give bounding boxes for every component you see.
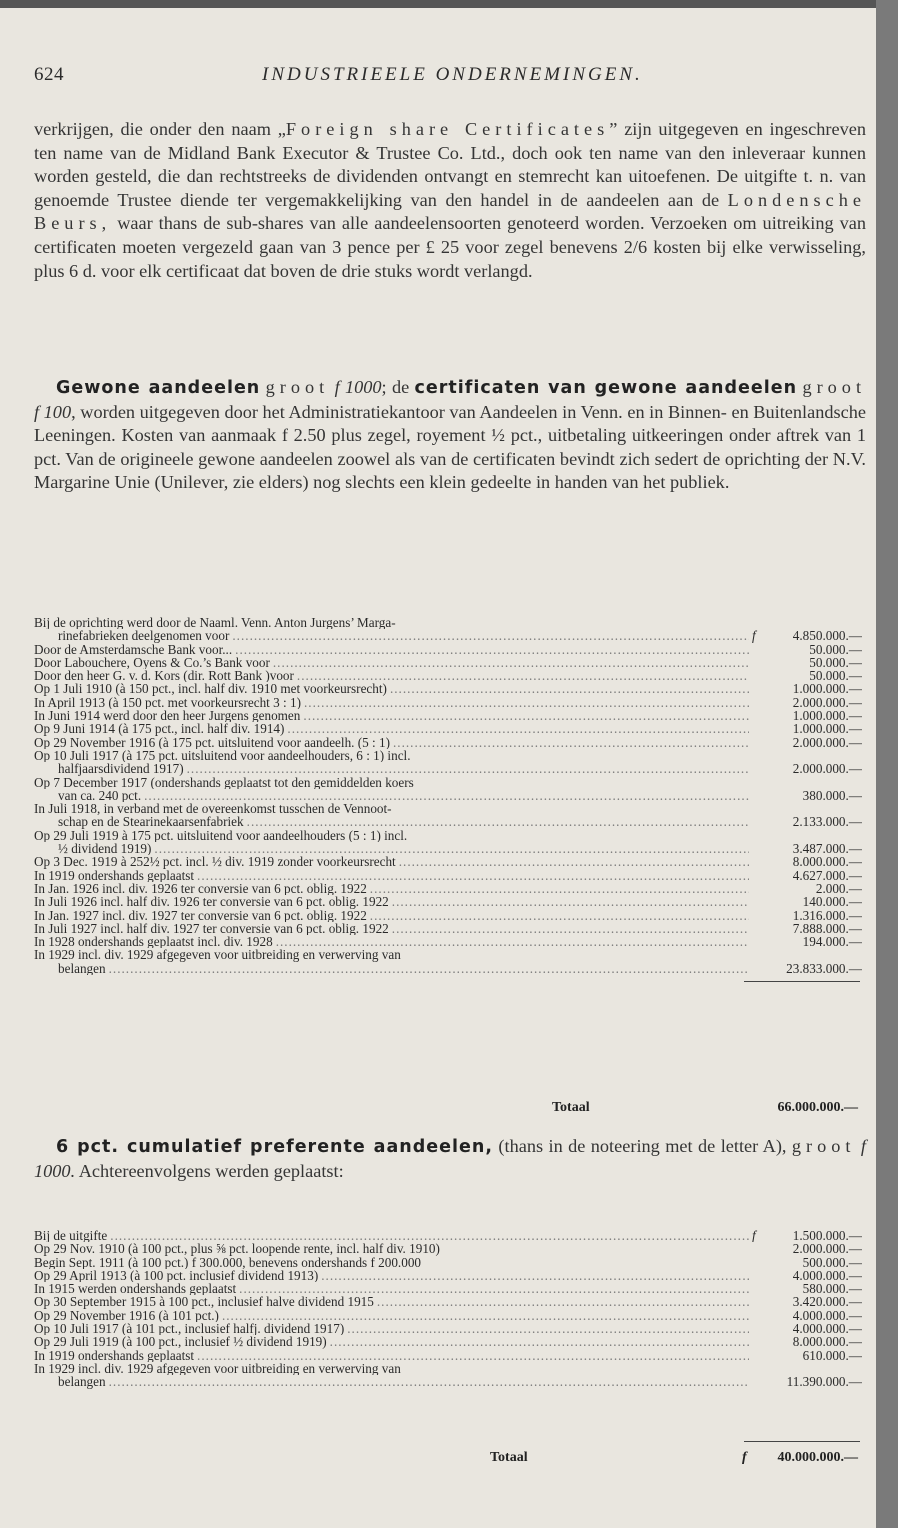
intro-text-3: waar thans de sub-shares van alle aandeelensoorten genoteerd worden. Verzoeken om uitreiking van certificaten moeten vergezeld gaan van 3 pence per £ 25 voor zegel benevens 2/6 kosten bij elke verwisseling, plus 6 d. voor elk certificaat dat boven de drie stuks wordt verlangd.: [34, 213, 866, 281]
gewone-mid: ; de: [381, 377, 415, 397]
list-item-label: Op 29 Juli 1919 à 175 pct. uitsluitend voor aandeelhouders (5 : 1) incl.: [34, 828, 408, 843]
leader-dots: [110, 1229, 749, 1242]
list-item-amount: 1.000.000.—: [792, 709, 862, 723]
list-item-amount: 3.487.000.—: [792, 842, 862, 856]
list-item-amount: 11.390.000.—: [786, 1375, 862, 1389]
list-item-label: In Juli 1918, in verband met de overeenkomst tusschen de Vennoot-: [34, 802, 392, 816]
leader-dots: [109, 1375, 749, 1388]
leader-dots: [377, 1295, 749, 1308]
list-item-amount: 4.000.000.—: [792, 1322, 862, 1336]
list-item-label: Bij de uitgifte: [34, 1229, 108, 1243]
leader-dots: [393, 736, 749, 749]
list-item-amount: 50.000.—: [809, 642, 862, 656]
list-item: [34, 842, 862, 855]
leader-dots: [239, 1282, 749, 1295]
page-header: [34, 64, 864, 88]
list-item-amount: 7.888.000.—: [792, 921, 862, 936]
pref-groot-label: groot: [791, 1136, 856, 1156]
list-item: [34, 722, 862, 735]
list-item-amount: 50.000.—: [809, 669, 862, 683]
list-item-amount: 8.000.000.—: [792, 855, 862, 869]
leader-dots: [287, 722, 749, 735]
list-item-label: van ca. 240 pct.: [58, 788, 142, 803]
list-item: [34, 869, 862, 882]
list-item-amount: 2.000.000.—: [792, 1242, 862, 1256]
gewone-heading: Gewone aandeelen: [56, 378, 261, 398]
leader-dots: [370, 882, 749, 895]
leader-dots: [399, 855, 749, 868]
list-item-label: ½ dividend 1919): [58, 842, 152, 856]
list-item-label: In 1919 ondershands geplaatst: [34, 1348, 195, 1362]
list-item: [34, 922, 862, 935]
leader-dots: [303, 709, 749, 722]
list-item: [34, 1375, 862, 1388]
list-item: [34, 776, 862, 789]
leader-dots: [197, 1349, 749, 1362]
list-item-amount: 2.133.000.—: [792, 815, 862, 829]
list-item-amount: 2.000.000.—: [792, 735, 862, 749]
list-item-amount: 1.000.000.—: [792, 682, 862, 696]
list-item-label: Op 29 November 1916 (à 175 pct. uitsluitend voor aandeelh. (5 : 1): [34, 735, 390, 749]
list-item: [34, 1349, 862, 1362]
list-item-amount: 1.000.000.—: [792, 722, 862, 736]
list-item-label: In 1928 ondershands geplaatst incl. div. 1928: [34, 935, 273, 949]
intro-text-1: verkrijgen, die onder den naam „: [34, 119, 286, 139]
foreign-share-term: Foreign share Certificates: [285, 119, 610, 139]
currency-symbol: f: [752, 1229, 756, 1243]
list-item: [34, 935, 862, 948]
list-item-amount: 194.000.—: [802, 935, 862, 949]
list-item-label: rinefabrieken deelgenomen voor: [58, 629, 230, 643]
list-item: [34, 616, 862, 629]
leader-dots: [247, 815, 749, 828]
leader-dots: [347, 1322, 749, 1335]
pref-paragraph: [34, 1135, 866, 1183]
leader-dots: [154, 842, 749, 855]
leader-dots: [144, 789, 749, 802]
list-item-amount: 4.000.000.—: [792, 1308, 862, 1323]
list-item-label: In Juli 1926 incl. half div. 1926 ter conversie van 6 pct. oblig. 1922: [34, 895, 389, 909]
currency-symbol: f: [752, 629, 756, 643]
list-item-label: In 1929 incl. div. 1929 afgegeven voor uitbreiding en verwerving van: [34, 948, 401, 962]
list-item: [34, 882, 862, 895]
leader-dots: [297, 669, 749, 682]
nominal-value-1: f 1000: [334, 377, 382, 397]
list-item-amount: 380.000.—: [802, 788, 862, 803]
leader-dots: [187, 762, 749, 775]
list-item-label: Op 10 Juli 1917 (à 175 pct. uitsluitend voor aandeelhouders, 6 : 1) incl.: [34, 748, 411, 763]
leader-dots: [222, 1309, 749, 1322]
leader-dots: [304, 696, 749, 709]
list-item-label: Op 10 Juli 1917 (à 101 pct., inclusief halfj. dividend 1917): [34, 1322, 345, 1336]
total2-label: Totaal: [490, 1450, 528, 1465]
groot-label-1: groot: [265, 377, 330, 397]
list-item-amount: 50.000.—: [809, 655, 862, 670]
list-item: [34, 909, 862, 922]
list-item: [34, 762, 862, 775]
list-item: [34, 895, 862, 908]
leader-dots: [392, 895, 749, 908]
list-item: [34, 696, 862, 709]
list-item-label: halfjaarsdividend 1917): [58, 762, 184, 776]
list-item-label: Door Labouchere, Oyens & Co.’s Bank voor: [34, 655, 270, 670]
list-item: [34, 1282, 862, 1295]
list-item-label: Op 1 Juli 1910 (à 150 pct., incl. half div. 1910 met voorkeursrecht): [34, 682, 387, 696]
leader-dots: [276, 935, 749, 948]
list-item-label: Op 9 Juni 1914 (à 175 pct., incl. half div. 1914): [34, 722, 285, 736]
list-item: [34, 629, 862, 642]
list-item-label: Door den heer G. v. d. Kors (dir. Rott Bank )voor: [34, 669, 294, 683]
certificaten-heading: certificaten van gewone aandeelen: [414, 378, 798, 398]
pref-issue-list: [34, 1229, 862, 1389]
list-item-amount: 1.500.000.—: [792, 1229, 862, 1243]
list-item-amount: 4.850.000.—: [792, 629, 862, 643]
list-item-amount: 8.000.000.—: [792, 1335, 862, 1349]
list-item-label: Op 29 November 1916 (à 101 pct.): [34, 1308, 219, 1323]
list-item: [34, 1269, 862, 1282]
leader-dots: [232, 629, 749, 642]
nominal-value-2: f 100: [34, 401, 72, 422]
list-item: [34, 1309, 862, 1322]
total1-rule: [744, 981, 860, 982]
list-item: [34, 749, 862, 762]
list-item-amount: 2.000.000.—: [792, 695, 862, 710]
groot-label-2: groot: [802, 377, 867, 397]
list-item-amount: 140.000.—: [802, 895, 862, 909]
pref-text-2: Achtereenvolgens werden geplaatst:: [75, 1160, 344, 1181]
scan-right-edge: [876, 0, 898, 1528]
list-item: [34, 1229, 862, 1242]
intro-text-2: ” zijn uitgegeven en ingeschreven ten name van de Midland Bank Executor & Trustee Co. Ltd., doch ook ten name van den inleveraar kunnen worden gesteld, die dan rechtstreeks de dividenden ontvangt en stemrecht kan uitoefenen. De uitgifte t. n. van genoemde Trustee diende ter vergemakkelijking van den handel in de aandeelen aan de: [34, 119, 866, 210]
leader-dots: [370, 909, 749, 922]
list-item-label: Bij de oprichting werd door de Naaml. Venn. Anton Jurgens’ Marga-: [34, 616, 396, 630]
list-item: [34, 1242, 862, 1255]
list-item: [34, 855, 862, 868]
list-item-label: schap en de Stearinekaarsenfabriek: [58, 815, 244, 829]
list-item-amount: 2.000.000.—: [792, 762, 862, 776]
list-item-amount: 1.316.000.—: [792, 908, 862, 922]
list-item-amount: 4.627.000.—: [792, 868, 862, 882]
list-item-label: In Juni 1914 werd door den heer Jurgens genomen: [34, 709, 301, 723]
list-item: [34, 1256, 862, 1269]
list-item-amount: 610.000.—: [802, 1348, 862, 1362]
list-item: [34, 643, 862, 656]
leader-dots: [273, 656, 749, 669]
list-item-label: In Jan. 1927 incl. div. 1927 ter conversie van 6 pct. oblig. 1922: [34, 908, 367, 922]
list-item-label: In Jan. 1926 incl. div. 1926 ter conversie van 6 pct. oblig. 1922: [34, 881, 367, 896]
leader-dots: [197, 869, 749, 882]
londensche-beurs-term: Londensche Beurs,: [34, 189, 866, 234]
page-number: 624: [34, 64, 64, 85]
list-item-label: Op 7 December 1917 (ondershands geplaatst tot den gemiddelden koers: [34, 775, 414, 789]
leader-dots: [321, 1269, 749, 1282]
list-item-label: Op 29 Nov. 1910 (à 100 pct., plus ⅝ pct. loopende rente, incl. half div. 1910): [34, 1242, 440, 1256]
list-item-label: In Juli 1927 incl. half div. 1927 ter conversie van 6 pct. oblig. 1922: [34, 921, 389, 936]
leader-dots: [109, 962, 749, 975]
pref-nominal-value: f 1000.: [34, 1136, 866, 1181]
list-item: [34, 802, 862, 815]
list-item-label: Op 30 September 1915 à 100 pct., inclusief halve dividend 1915: [34, 1295, 374, 1309]
list-item-label: Op 29 April 1913 (à 100 pct. inclusief dividend 1913): [34, 1268, 319, 1283]
list-item-amount: 4.000.000.—: [792, 1268, 862, 1283]
gewone-paragraph: [34, 376, 866, 495]
total1-amount: 66.000.000.—: [777, 1100, 858, 1115]
pref-text-1: (thans in de noteering met de letter A),: [493, 1136, 792, 1156]
total2-rule: [744, 1441, 860, 1442]
scan-top-edge: [0, 0, 898, 8]
list-item: [34, 709, 862, 722]
list-item-label: Door de Amsterdamsche Bank voor...: [34, 642, 233, 656]
list-item: [34, 1295, 862, 1308]
list-item-label: belangen: [58, 1375, 106, 1389]
list-item: [34, 682, 862, 695]
leader-dots: [392, 922, 749, 935]
list-item-amount: 500.000.—: [802, 1255, 862, 1269]
list-item-amount: 23.833.000.—: [786, 961, 862, 976]
list-item-label: Begin Sept. 1911 (à 100 pct.) f 300.000, benevens ondershands f 200.000: [34, 1255, 422, 1269]
list-item-amount: 580.000.—: [802, 1282, 862, 1296]
list-item: [34, 1322, 862, 1335]
list-item-label: belangen: [58, 961, 106, 976]
total2-amount: 40.000.000.—: [777, 1450, 858, 1465]
leader-dots: [330, 1335, 749, 1348]
list-item-label: In 1929 incl. div. 1929 afgegeven voor uitbreiding en verwerving van: [34, 1361, 401, 1376]
list-item-amount: 2.000.—: [815, 881, 862, 896]
list-item: [34, 789, 862, 802]
intro-paragraph: [34, 118, 866, 283]
list-item: [34, 656, 862, 669]
list-item: [34, 736, 862, 749]
list-item: [34, 1362, 862, 1375]
list-item-label: Op 3 Dec. 1919 à 252½ pct. incl. ½ div. 1919 zonder voorkeursrecht: [34, 855, 396, 869]
gewone-issue-list: [34, 616, 862, 975]
list-item: [34, 1335, 862, 1348]
list-item: [34, 962, 862, 975]
total2-currency: f: [742, 1450, 747, 1465]
list-item: [34, 669, 862, 682]
list-item-amount: 3.420.000.—: [792, 1295, 862, 1309]
leader-dots: [390, 682, 749, 695]
running-title: INDUSTRIEELE ONDERNEMINGEN.: [262, 64, 643, 85]
total1-label: Totaal: [552, 1100, 590, 1115]
list-item-label: In 1915 werden ondershands geplaatst: [34, 1282, 237, 1296]
list-item: [34, 815, 862, 828]
list-item-label: In 1919 ondershands geplaatst: [34, 868, 195, 882]
list-item-label: In April 1913 (à 150 pct. met voorkeursrecht 3 : 1): [34, 695, 301, 710]
list-item-label: Op 29 Juli 1919 (à 100 pct., inclusief ½ dividend 1919): [34, 1335, 327, 1349]
leader-dots: [235, 643, 749, 656]
list-item: [34, 829, 862, 842]
pref-heading: 6 pct. cumulatief preferente aandeelen,: [56, 1137, 493, 1157]
gewone-text: , worden uitgegeven door het Administratiekantoor van Aandeelen in Venn. en in Binnen- en Buitenlandsche Leeningen. Kosten van aanmaak f 2.50 plus zegel, royement ½ pct., uitbetaling uitkeeringen onder aftrek van 1 pct. Van de origineele gewone aandeelen zoowel als van de certificaten bevindt zich sedert de oprichting der N.V. Margarine Unie (Unilever, zie elders) nog slechts een klein gedeelte in handen van het publiek.: [34, 401, 866, 493]
list-item: [34, 948, 862, 961]
